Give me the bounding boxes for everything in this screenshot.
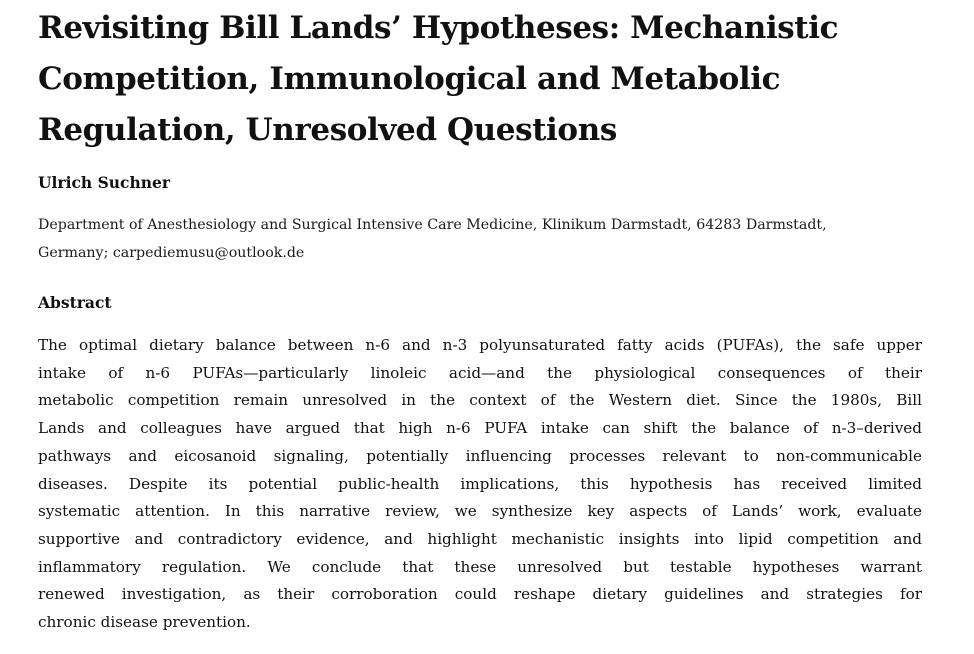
author-name: Ulrich Suchner	[38, 173, 171, 192]
abstract-line: systematic attention. In this narrative review, we synthesize key aspects of Lands’ work, evaluate	[38, 502, 922, 521]
affiliation-line: Department of Anesthesiology and Surgical Intensive Care Medicine, Klinikum Darmstadt, 64283 Darmstadt,	[38, 217, 827, 233]
abstract-line: diseases. Despite its potential public-health implications, this hypothesis has received limited	[38, 474, 922, 493]
title-line: Regulation, Unresolved Questions	[38, 112, 617, 148]
abstract-line: metabolic competition remain unresolved in the context of the Western diet. Since the 1980s, Bill	[38, 391, 922, 410]
abstract-line: renewed investigation, as their corroboration could reshape dietary guidelines and strategies for	[38, 585, 922, 604]
abstract-text	[38, 332, 922, 637]
affiliation-line: Germany; carpediemusu@outlook.de	[38, 245, 305, 261]
abstract-heading: Abstract	[38, 293, 112, 312]
paper-title	[38, 0, 922, 156]
paper-page	[38, 0, 922, 632]
abstract-line: chronic disease prevention.	[38, 613, 251, 632]
abstract-line: inflammatory regulation. We conclude that these unresolved but testable hypotheses warrant	[38, 557, 922, 576]
author-affiliation	[38, 211, 922, 267]
title-line: Revisiting Bill Lands’ Hypotheses: Mechanistic	[38, 10, 839, 46]
abstract-line: supportive and contradictory evidence, and highlight mechanistic insights into lipid competition and	[38, 529, 922, 548]
abstract-line: Lands and colleagues have argued that high n-6 PUFA intake can shift the balance of n-3–derived	[38, 419, 922, 438]
abstract-line: The optimal dietary balance between n-6 and n-3 polyunsaturated fatty acids (PUFAs), the safe upper	[38, 336, 922, 354]
abstract-line: intake of n-6 PUFAs—particularly linoleic acid—and the physiological consequences of their	[38, 363, 922, 382]
title-line: Competition, Immunological and Metabolic	[38, 61, 781, 97]
abstract-line: pathways and eicosanoid signaling, potentially influencing processes relevant to non-communicable	[38, 446, 922, 465]
